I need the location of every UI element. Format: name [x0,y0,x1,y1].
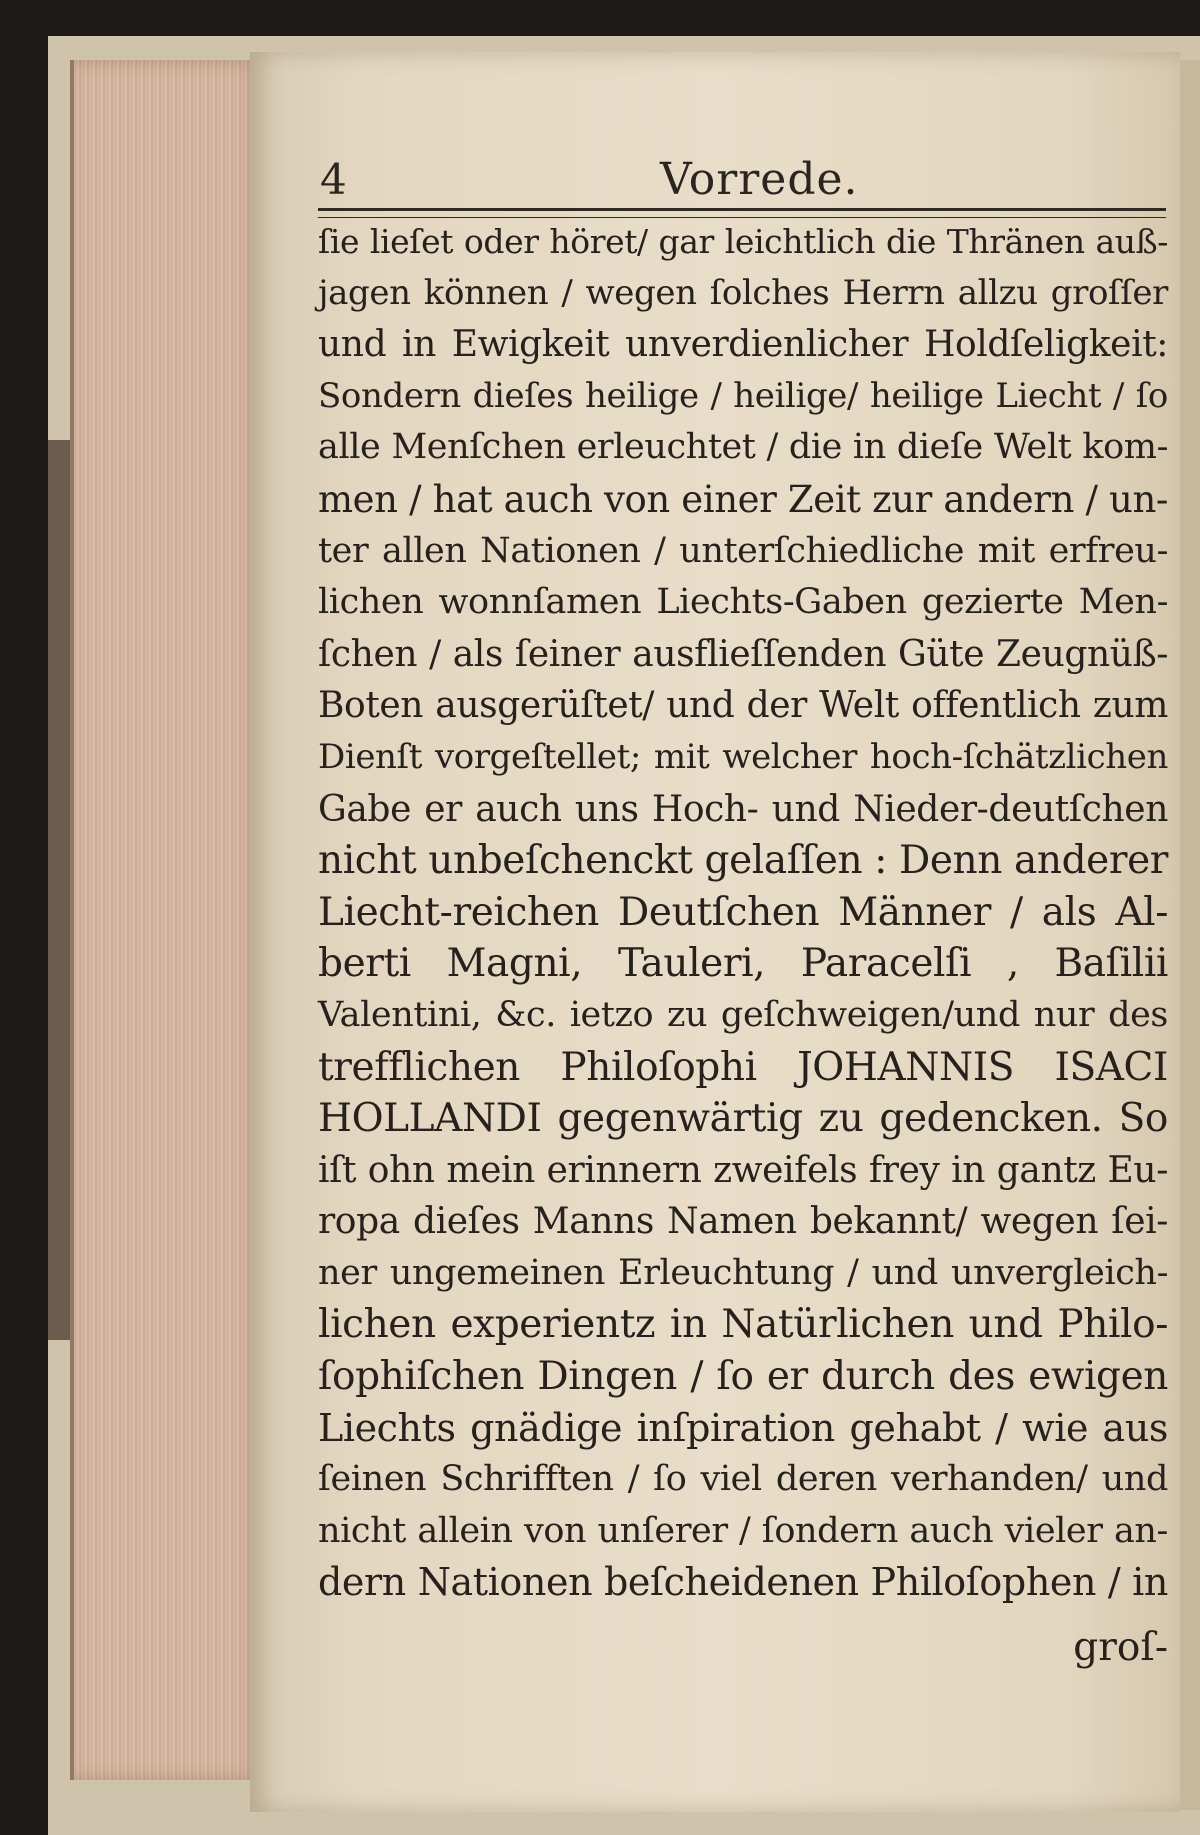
text-line: ner ungemeinen Erleuchtung / und unvergleich- [318,1252,1168,1293]
text-line: jagen können / wegen ſolches Herrn allzu groſſer [318,272,1168,313]
text-line: nicht unbeſchenckt gelaſſen : Denn anderer [318,838,1168,884]
catchword: groſ- [1073,1625,1168,1670]
text-line: und in Ewigkeit unverdienlicher Holdſeligkeit: [318,324,1168,366]
text-line: ſeinen Schrifften / ſo viel deren verhanden/ und [318,1459,1168,1500]
text-line: men / hat auch von einer Zeit zur andern / un- [318,477,1168,521]
text-line: ſophiſchen Dingen / ſo er durch des ewigen [318,1354,1168,1400]
page-right-margin [1180,60,1200,1810]
body-text [318,216,1168,1609]
text-line: iſt ohn mein erinnern zweifels frey in gantz Eu- [318,1149,1168,1191]
text-line: Boten ausgerüſtet/ und der Welt offentlich zum [318,685,1168,727]
page-block-edges [70,60,264,1780]
text-line: ſie lieſet oder höret/ gar leichtlich die Thränen auß- [318,222,1168,261]
text-line: Valentini, &c. ietzo zu geſchweigen/und nur des [318,994,1168,1035]
text-line: alle Menſchen erleuchtet / die in dieſe Welt kom- [318,427,1168,468]
text-line: ropa dieſes Manns Namen bekannt/ wegen ſei- [318,1201,1168,1243]
text-line: HOLLANDI gegenwärtig zu gedencken. So [318,1096,1168,1142]
text-line: Liechts gnädige inſpiration gehabt / wie aus [318,1405,1168,1450]
text-line: nicht allein von unſerer / ſondern auch vieler an- [318,1510,1168,1551]
text-line: dern Nationen beſcheidenen Philoſophen / in [318,1560,1168,1605]
running-head: Vorrede. [660,154,859,205]
page-number: 4 [320,155,347,204]
binding-strip [48,440,70,1340]
text-line: Liecht-reichen Deutſchen Männer / als Al- [318,889,1168,935]
text-line: ſchen / als ſeiner ausflieſſenden Güte Zeugnüß- [318,633,1168,675]
text-line: ter allen Nationen / unterſchiedliche mit erfreu- [318,530,1168,571]
page-header [320,150,1170,210]
text-line: Dienſt vorgeſtellet; mit welcher hoch-ſchätzlichen [318,736,1168,777]
text-line: Sondern dieſes heilige / heilige/ heilige Liecht / ſo [318,375,1168,416]
text-line: berti Magni, Tauleri, Paracelſi , Baſilii [318,941,1168,987]
text-line: trefflichen Philoſophi JOHANNIS ISACI [318,1044,1168,1090]
text-line: lichen wonnſamen Liechts-Gaben gezierte Men- [318,582,1168,623]
text-line: lichen experientz in Natürlichen und Philo- [318,1302,1168,1348]
text-line: Gabe er auch uns Hoch- und Nieder-deutſchen [318,788,1168,830]
